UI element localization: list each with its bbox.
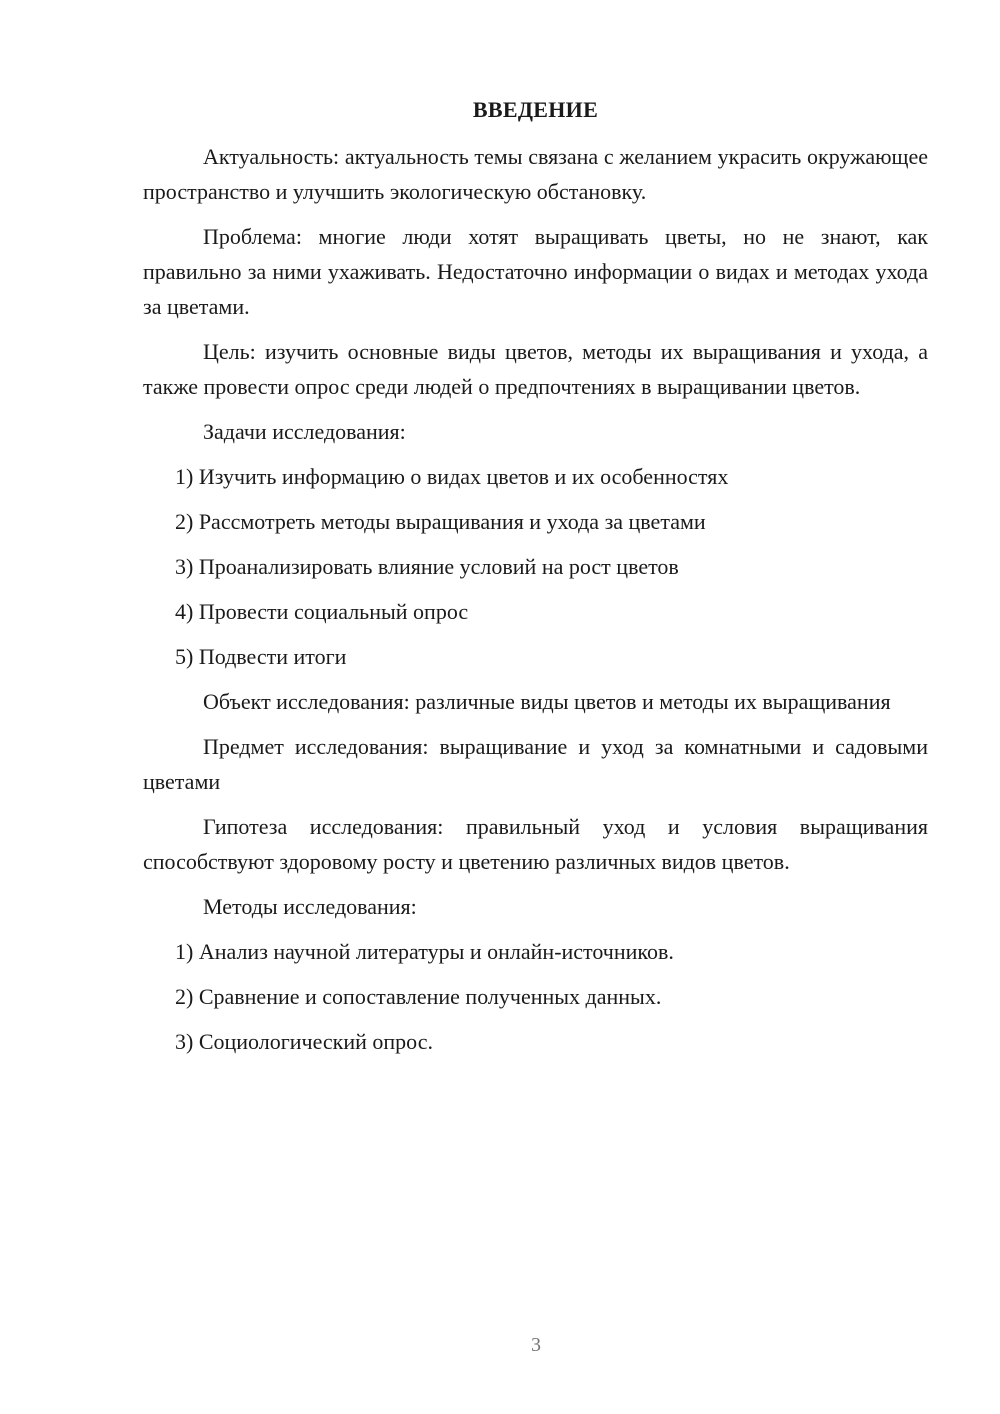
- hypothesis-paragraph: Гипотеза исследования: правильный уход и условия выращивания способствуют здоровому росту и цветению различных видов цветов.: [143, 814, 928, 874]
- tasks-list: [143, 459, 928, 674]
- methods-list: [143, 934, 928, 1059]
- page-number: 3: [531, 1334, 541, 1356]
- method-item: 2) Сравнение и сопоставление полученных данных.: [175, 984, 662, 1009]
- object-paragraph: Объект исследования: различные виды цветов и методы их выращивания: [203, 689, 891, 714]
- subject-paragraph: Предмет исследования: выращивание и уход за комнатными и садовыми цветами: [143, 734, 928, 794]
- method-item: 3) Социологический опрос.: [175, 1029, 433, 1054]
- task-item: 4) Провести социальный опрос: [175, 599, 469, 624]
- methods-heading: Методы исследования:: [203, 894, 417, 919]
- section-title: ВВЕДЕНИЕ: [472, 97, 599, 122]
- page-content: [143, 95, 928, 1069]
- tasks-heading: Задачи исследования:: [203, 419, 406, 444]
- relevance-paragraph: Актуальность: актуальность темы связана с желанием украсить окружающее пространство и улучшить экологическую обстановку.: [143, 144, 928, 204]
- goal-paragraph: Цель: изучить основные виды цветов, методы их выращивания и ухода, а также провести опрос среди людей о предпочтениях в выращивании цветов.: [143, 339, 928, 399]
- task-item: 2) Рассмотреть методы выращивания и ухода за цветами: [175, 509, 706, 534]
- problem-paragraph: Проблема: многие люди хотят выращивать цветы, но не знают, как правильно за ними ухаживать. Недостаточно информации о видах и методах ухода за цветами.: [143, 224, 928, 319]
- method-item: 1) Анализ научной литературы и онлайн-источников.: [175, 939, 674, 964]
- task-item: 1) Изучить информацию о видах цветов и их особенностях: [175, 464, 729, 489]
- task-item: 5) Подвести итоги: [175, 644, 347, 669]
- task-item: 3) Проанализировать влияние условий на рост цветов: [175, 554, 679, 579]
